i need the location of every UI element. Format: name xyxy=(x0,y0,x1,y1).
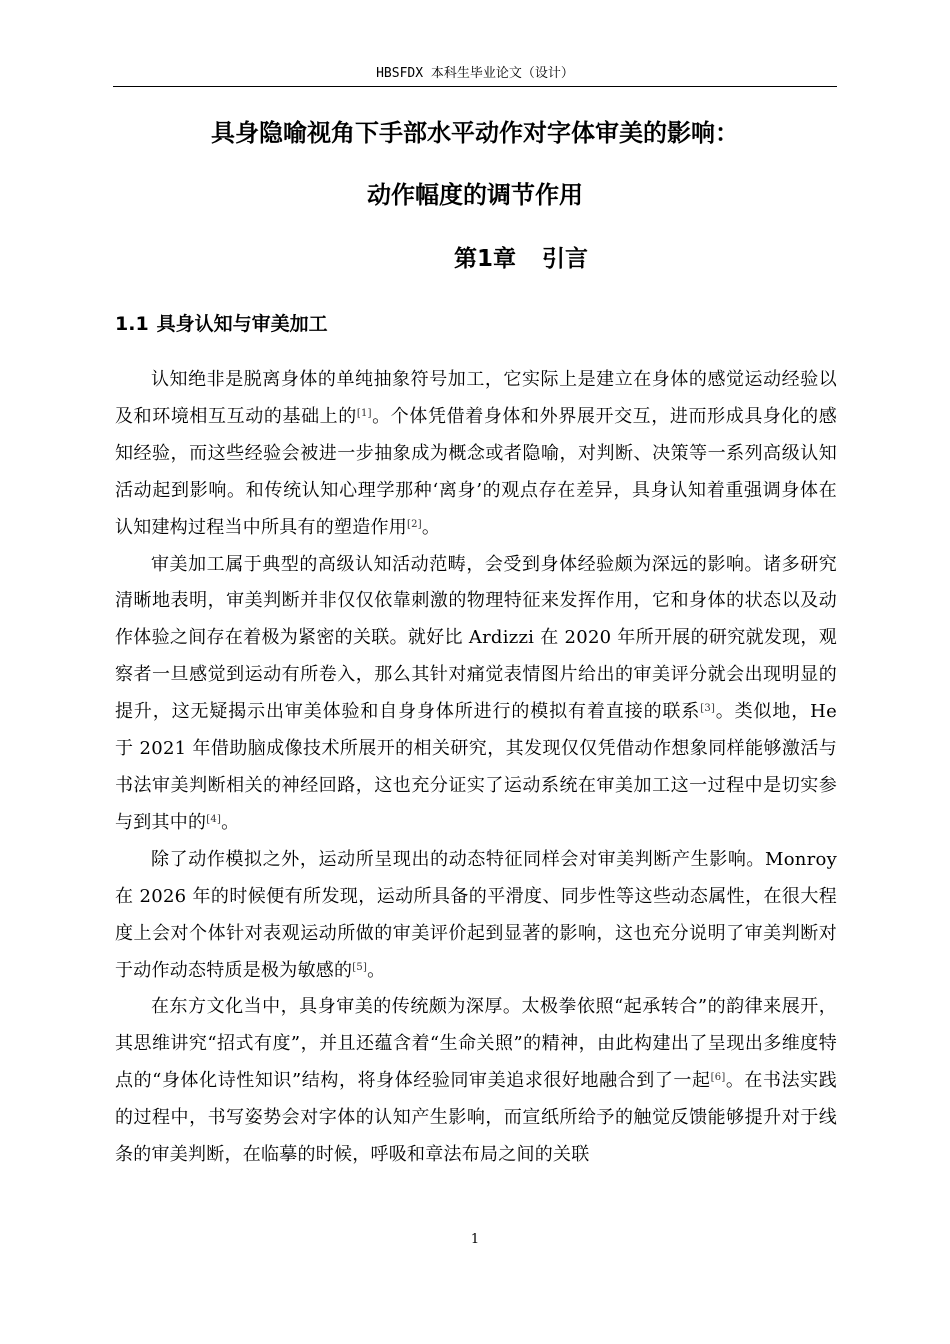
paragraph-text: 认知绝非是脱离身体的单纯抽象符号加工，它实际上是建立在身体的感觉运动经验以及和环境相互互动的基础上的 xyxy=(115,369,837,427)
paragraph-text: 。类似地，He 于 2021 年借助脑成像技术所展开的相关研究，其发现仅仅凭借动作想象同样能够激活与书法审美判断相关的神经回路，这也充分证实了运动系统在审美加工这一过程中是切实参与到其中的 xyxy=(115,701,837,833)
paragraph-text: 在东方文化当中，具身审美的传统颇为深厚。太极拳依照“起承转合”的韵律来展开，其思维讲究“招式有度”，并且还蕴含着“生命关照”的精神，由此构建出了呈现出多维度特点的“身体化诗性知识”结构，将身体经验同审美追求很好地融合到了一起 xyxy=(115,996,837,1092)
section-name: 具身认知与审美加工 xyxy=(156,313,328,335)
body-text xyxy=(115,362,837,1174)
citation: [3] xyxy=(700,703,716,715)
chapter-name: 引言 xyxy=(542,246,588,272)
paragraph-3 xyxy=(115,842,837,990)
paragraph-1 xyxy=(115,362,837,547)
running-header: HBSFDX 本科生毕业论文（设计） xyxy=(376,66,574,81)
citation: [1] xyxy=(356,407,372,419)
paragraph-text: 。 xyxy=(367,959,386,981)
thesis-title-line1: 具身隐喻视角下手部水平动作对字体审美的影响： xyxy=(211,119,739,147)
citation: [5] xyxy=(352,961,368,973)
paragraph-text: 。 xyxy=(221,811,240,833)
paragraph-text: 审美加工属于典型的高级认知活动范畴，会受到身体经验颇为深远的影响。诸多研究清晰地表明，审美判断并非仅仅依靠刺激的物理特征来发挥作用，它和身体的状态以及动作体验之间存在着极为紧密的关联。就好比 Ardizzi 在 2020 年所开展的研究就发现，观察者一旦感觉到运动有所卷入，那么其针对痛觉表情图片给出的审美评分就会出现明显的提升，这无疑揭示出审美体验和自身身体所进行的模拟有着直接的联系 xyxy=(115,553,837,723)
citation: [2] xyxy=(407,518,422,530)
paragraph-2 xyxy=(115,547,837,842)
thesis-title-line2: 动作幅度的调节作用 xyxy=(367,181,583,209)
page-number: 1 xyxy=(470,1232,480,1247)
chapter-number: 第1章 xyxy=(453,246,516,272)
chapter-heading xyxy=(113,244,837,274)
section-heading xyxy=(115,311,328,337)
citation: [6] xyxy=(710,1072,726,1084)
paragraph-text: 除了动作模拟之外，运动所呈现出的动态特征同样会对审美判断产生影响。Monroy 在 2026 年的时候便有所发现，运动所具备的平滑度、同步性等这些动态属性，在很大程度上会对个体针对表观运动所做的审美评价起到显著的影响，这也充分说明了审美判断对于动作动态特质是极为敏感的 xyxy=(115,848,837,981)
paragraph-4 xyxy=(115,989,837,1174)
paragraph-text: 。在书法实践的过程中，书写姿势会对字体的认知产生影响，而宣纸所给予的触觉反馈能够提升对于线条的审美判断，在临摹的时候，呼吸和章法布局之间的关联 xyxy=(115,1070,838,1166)
citation: [4] xyxy=(206,813,222,825)
paragraph-text: 。个体凭借着身体和外界展开交互，进而形成具身化的感知经验，而这些经验会被进一步抽象成为概念或者隐喻，对判断、决策等一系列高级认知活动起到影响。和传统认知心理学那种‘离身’的观点存在差异，具身认知着重强调身体在认知建构过程当中所具有的塑造作用 xyxy=(115,405,838,538)
header-rule xyxy=(113,86,837,87)
paragraph-text: 。 xyxy=(421,516,441,538)
section-number: 1.1 xyxy=(115,313,149,335)
